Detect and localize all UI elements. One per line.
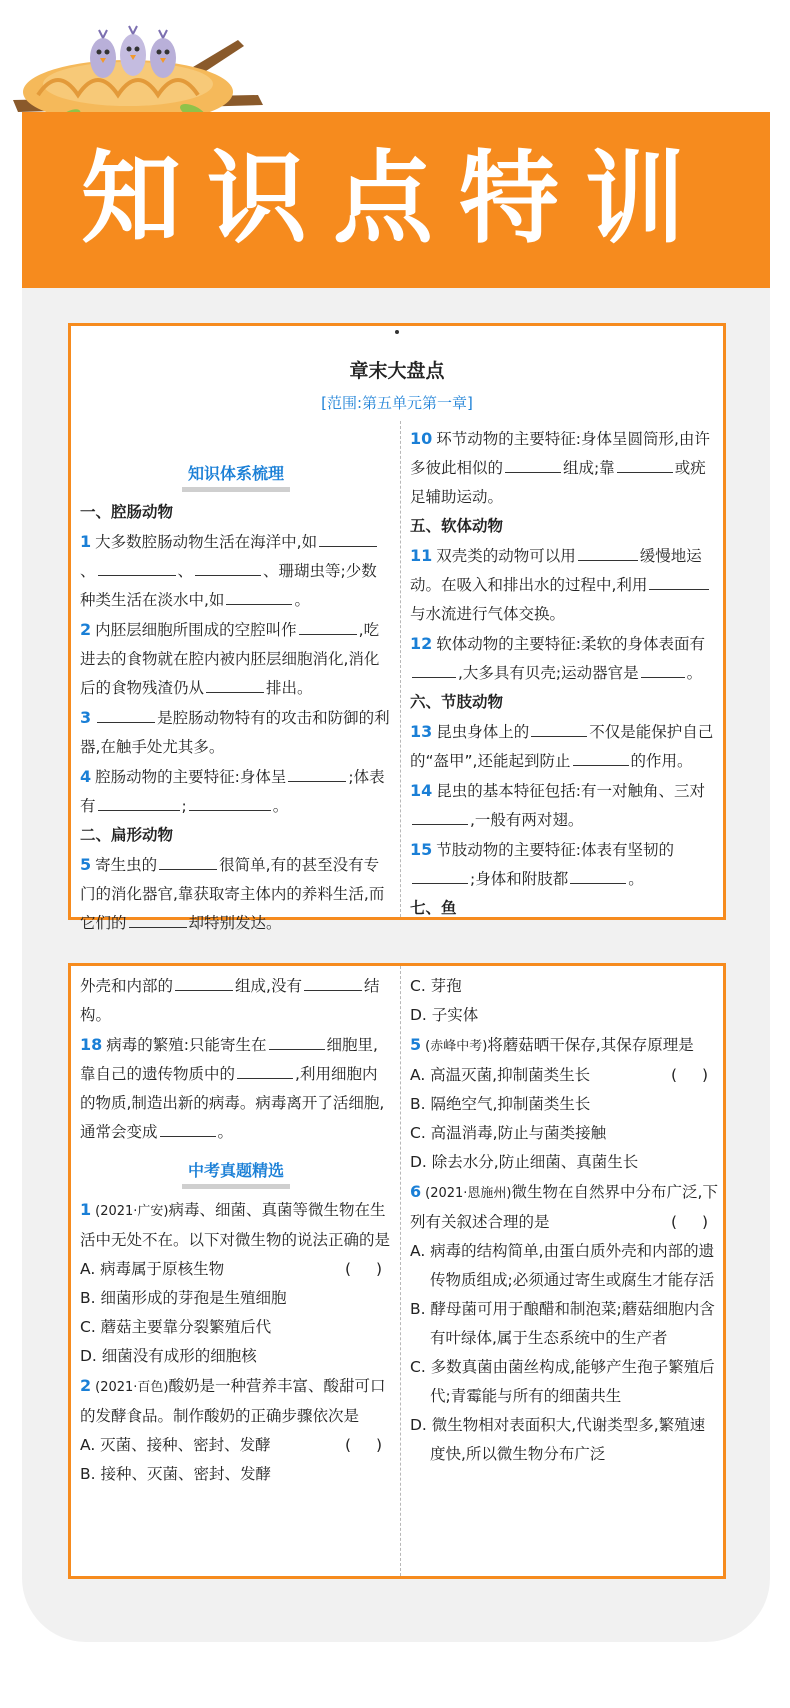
question-5: 5 寄生虫的 很简单,有的甚至没有专门的消化器官,靠获取寄主体内的养料生活,而它们的 却特别发达。: [80, 850, 392, 938]
option-b: B. 接种、灭菌、密封、发酵: [80, 1465, 271, 1483]
banner-title: 知识点特训: [81, 140, 711, 257]
option-a: A. 病毒的结构简单,由蛋白质外壳和内部的遗传物质组成;必须通过寄生或腐生才能存活: [410, 1242, 715, 1289]
option-b: B. 细菌形成的芽孢是生殖细胞: [80, 1289, 287, 1307]
question-2: 2 内胚层细胞所围成的空腔叫作 ,吃进去的食物就在腔内被内胚层细胞消化,消化后的食物残渣仍从 排出。: [80, 615, 392, 703]
option-b: B. 隔绝空气,抑制菌类生长: [410, 1095, 591, 1113]
left-column: [80, 972, 392, 1489]
option-d: D. 细菌没有成形的细胞核: [80, 1347, 257, 1365]
exam-question-1: 1 (2021·广安)病毒、细菌、真菌等微生物在生活中无处不在。以下对微生物的说法正确的是 ( ): [80, 1200, 392, 1278]
exam-question-2: 2 (2021·百色)酸奶是一种营养丰富、酸甜可口的发酵食品。制作酸奶的正确步骤依次是 ( ): [80, 1376, 392, 1454]
column-divider: [400, 966, 401, 1576]
question-11: 11 双壳类的动物可以用 缓慢地运动。在吸入和排出水的过程中,利用与水流进行气体交换。: [410, 541, 718, 629]
section-label: 七、鱼: [410, 899, 457, 917]
option-c: C. 蘑菇主要靠分裂繁殖后代: [80, 1318, 272, 1336]
panel-subtitle: [范围:第五单元第一章]: [321, 394, 473, 412]
exam-question-5: 5 (赤峰中考)将蘑菇晒干保存,其保存原理是 ( ): [410, 1035, 718, 1084]
option-c: C. 高温消毒,防止与菌类接触: [410, 1124, 607, 1142]
question-1: 1 大多数腔肠动物生活在海洋中,如、 、 、珊瑚虫等;少数种类生活在淡水中,如 。: [80, 527, 392, 615]
right-column: [410, 972, 718, 1469]
panel-title: 章末大盘点: [349, 360, 445, 382]
title-banner: [22, 112, 770, 288]
question-17-continued: 外壳和内部的 组成,没有 结构。: [80, 972, 392, 1030]
question-15: 15 节肢动物的主要特征:体表有坚韧的;身体和附肢都 。: [410, 840, 674, 888]
top-dot: [395, 330, 399, 334]
column-divider: [400, 421, 401, 917]
left-column: [80, 450, 392, 938]
question-3: 3 是腔肠动物特有的攻击和防御的利器,在触手处尤其多。: [80, 703, 392, 762]
option-a: A. 病毒属于原核生物: [80, 1260, 225, 1278]
section-label: 五、软体动物: [410, 517, 504, 535]
question-10: 10 环节动物的主要特征:身体呈圆筒形,由许多彼此相似的 组成;靠 或疣足辅助运动。: [410, 429, 710, 506]
exam-panel: [68, 963, 726, 1579]
section-label: 一、腔肠动物: [80, 503, 174, 521]
option-a: A. 灭菌、接种、密封、发酵: [80, 1436, 271, 1454]
option-b: B. 酵母菌可用于酿醋和制泡菜;蘑菇细胞内含有叶绿体,属于生态系统中的生产者: [410, 1300, 715, 1347]
summary-panel: [68, 323, 726, 932]
section-heading: 中考真题精选: [80, 1157, 392, 1189]
section-heading: 知识体系梳理: [80, 460, 392, 492]
question-12: 12 软体动物的主要特征:柔软的身体表面有,大多具有贝壳;运动器官是 。: [410, 634, 705, 682]
section-label: 六、节肢动物: [410, 693, 504, 711]
option-c: C. 多数真菌由菌丝构成,能够产生孢子繁殖后代;青霉能与所有的细菌共生: [410, 1358, 715, 1405]
question-18: 18 病毒的繁殖:只能寄生在 细胞里,靠自己的遗传物质中的 ,利用细胞内的物质,制造出新的病毒。病毒离开了活细胞,通常会变成 。: [80, 1030, 392, 1147]
exam-question-6: 6 (2021·恩施州)微生物在自然界中分布广泛,下列有关叙述合理的是 ( ): [410, 1182, 718, 1231]
option-d: D. 除去水分,防止细菌、真菌生长: [410, 1153, 639, 1171]
option-d: D. 子实体: [410, 1006, 479, 1024]
section-label: 二、扁形动物: [80, 826, 174, 844]
option-d: D. 微生物相对表面积大,代谢类型多,繁殖速度快,所以微生物分布广泛: [410, 1416, 706, 1463]
question-13: 13 昆虫身体上的 不仅是能保护自己的“盔甲”,还能起到防止 的作用。: [410, 717, 718, 776]
right-column: [410, 424, 718, 923]
question-4: 4 腔肠动物的主要特征:身体呈 ;体表有 ; 。: [80, 762, 392, 821]
option-a: A. 高温灭菌,抑制菌类生长: [410, 1066, 591, 1084]
option-c: C. 芽孢: [410, 977, 462, 995]
question-14: 14 昆虫的基本特征包括:有一对触角、三对,一般有两对翅。: [410, 781, 705, 829]
